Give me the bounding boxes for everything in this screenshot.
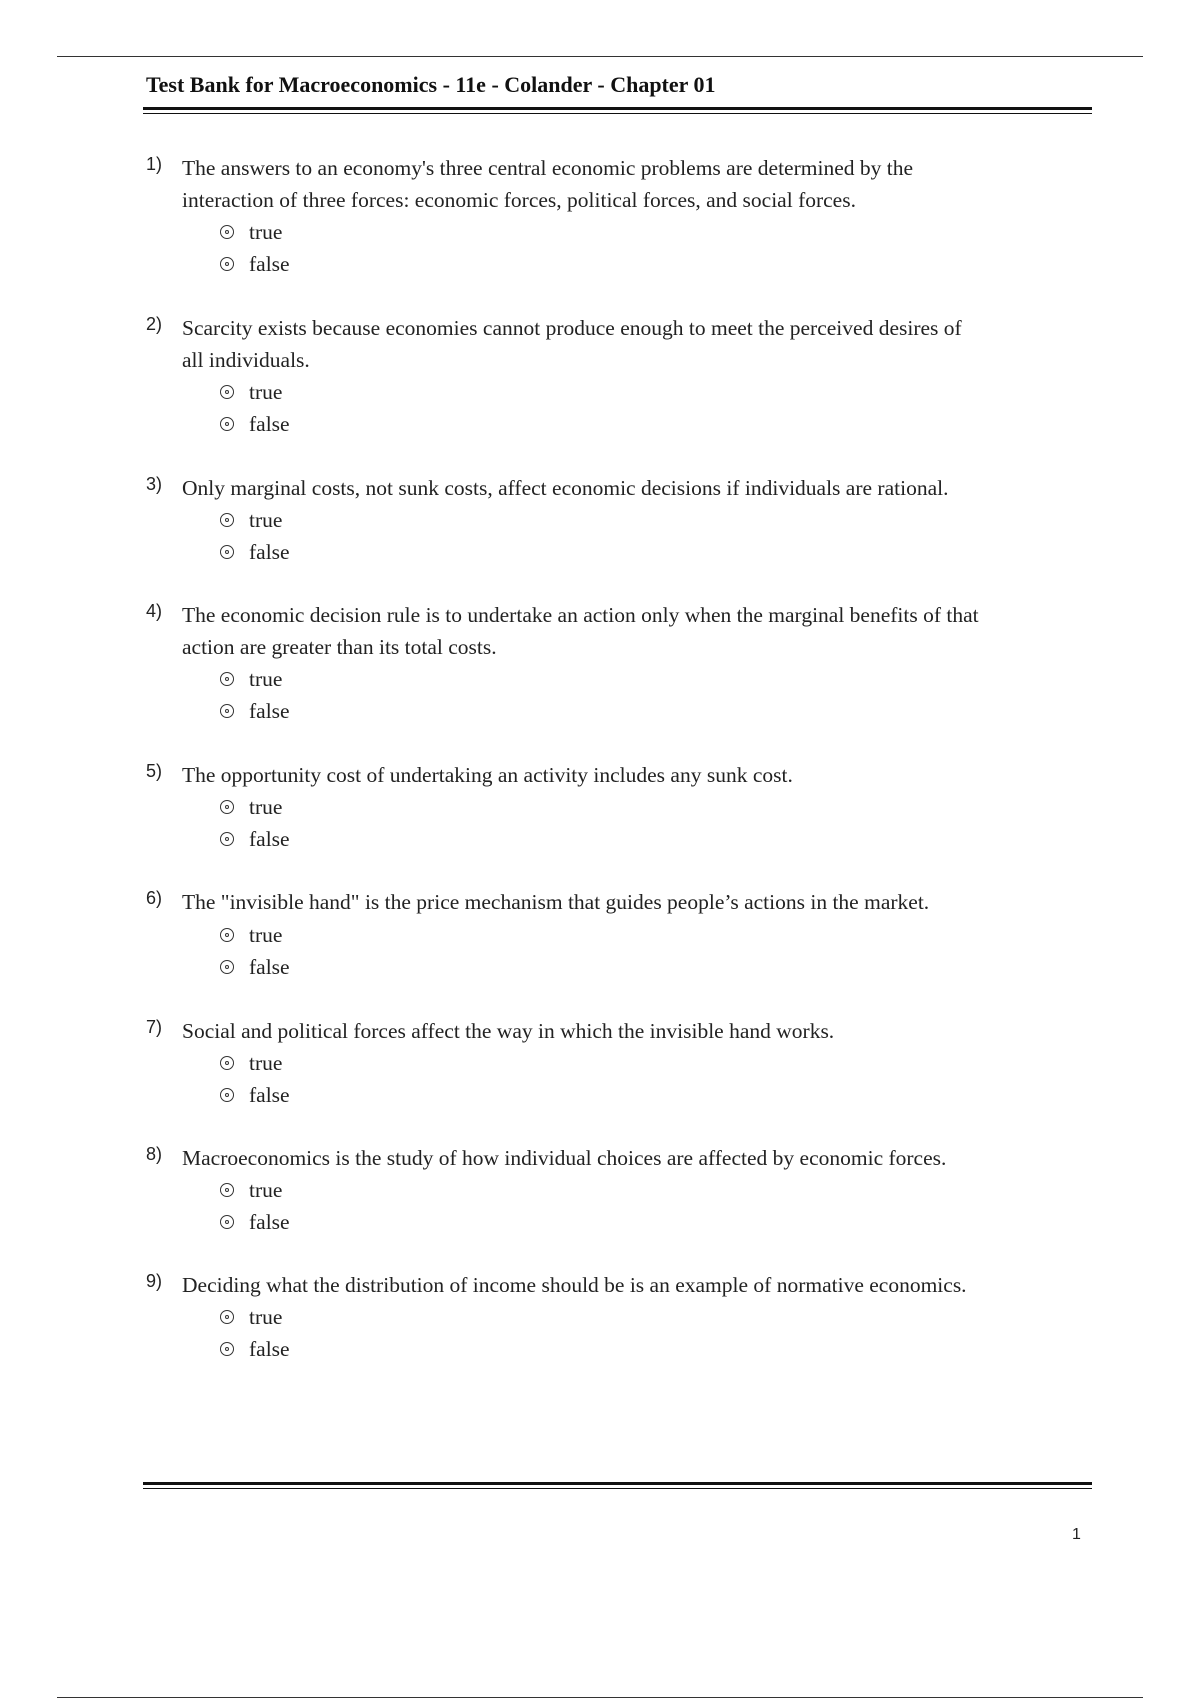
answer-options [220, 216, 620, 280]
option-true[interactable] [220, 1047, 620, 1079]
page-number: 1 [1072, 1526, 1081, 1543]
option-false[interactable] [220, 248, 620, 280]
header-double-rule [143, 107, 1092, 117]
page-top-border [57, 56, 1143, 57]
radio-button-icon[interactable] [220, 385, 234, 399]
radio-button-icon[interactable] [220, 960, 234, 974]
radio-button-icon[interactable] [220, 1183, 234, 1197]
question-text-line: The opportunity cost of undertaking an activity includes any sunk cost. [182, 763, 793, 787]
radio-button-icon[interactable] [220, 1056, 234, 1070]
option-false[interactable] [220, 951, 620, 983]
option-label: true [249, 1177, 283, 1202]
question-text [182, 1142, 1082, 1174]
answer-options [220, 1174, 620, 1238]
answer-options [220, 1047, 620, 1111]
question-text-line: Only marginal costs, not sunk costs, affect economic decisions if individuals are rational. [182, 476, 949, 500]
question-text-line: The "invisible hand" is the price mechanism that guides people’s actions in the market. [182, 890, 930, 914]
option-label: false [249, 954, 290, 979]
option-label: true [249, 1050, 283, 1075]
question-text-line: The economic decision rule is to undertake an action only when the marginal benefits of that [182, 603, 979, 627]
radio-button-icon[interactable] [220, 417, 234, 431]
question-text-line: all individuals. [182, 348, 310, 372]
option-false[interactable] [220, 695, 620, 727]
option-true[interactable] [220, 216, 620, 248]
radio-button-icon[interactable] [220, 1310, 234, 1324]
radio-button-icon[interactable] [220, 1342, 234, 1356]
option-label: false [249, 1082, 290, 1107]
question-text [182, 759, 1082, 791]
document-title: Test Bank for Macroeconomics - 11e - Colander - Chapter 01 [146, 72, 716, 97]
option-true[interactable] [220, 504, 620, 536]
answer-options [220, 663, 620, 727]
radio-button-icon[interactable] [220, 257, 234, 271]
option-label: true [249, 666, 283, 691]
question-text-line: Deciding what the distribution of income should be is an example of normative economics. [182, 1273, 967, 1297]
option-true[interactable] [220, 1301, 620, 1333]
option-false[interactable] [220, 1079, 620, 1111]
question-text [182, 472, 1082, 504]
option-false[interactable] [220, 1333, 620, 1365]
option-true[interactable] [220, 1174, 620, 1206]
radio-button-icon[interactable] [220, 513, 234, 527]
radio-button-icon[interactable] [220, 1215, 234, 1229]
option-false[interactable] [220, 536, 620, 568]
question-number: 8) [146, 1144, 163, 1164]
question-text [182, 312, 1082, 376]
question-text-line: Social and political forces affect the way in which the invisible hand works. [182, 1019, 835, 1043]
question-number: 2) [146, 314, 163, 334]
answer-options [220, 1301, 620, 1365]
question-number: 4) [146, 601, 163, 621]
option-label: false [249, 826, 290, 851]
radio-button-icon[interactable] [220, 545, 234, 559]
radio-button-icon[interactable] [220, 800, 234, 814]
option-false[interactable] [220, 408, 620, 440]
page-bottom-border [57, 1697, 1143, 1698]
answer-options [220, 504, 620, 568]
option-false[interactable] [220, 1206, 620, 1238]
radio-button-icon[interactable] [220, 928, 234, 942]
option-label: true [249, 219, 283, 244]
option-label: false [249, 539, 290, 564]
radio-button-icon[interactable] [220, 704, 234, 718]
option-label: false [249, 698, 290, 723]
option-label: false [249, 411, 290, 436]
question-text-line: The answers to an economy's three central economic problems are determined by the [182, 156, 914, 180]
radio-button-icon[interactable] [220, 832, 234, 846]
option-label: true [249, 379, 283, 404]
question-text [182, 1269, 1082, 1301]
option-label: true [249, 922, 283, 947]
radio-button-icon[interactable] [220, 1088, 234, 1102]
option-label: true [249, 794, 283, 819]
question-text-line: interaction of three forces: economic forces, political forces, and social forces. [182, 188, 856, 212]
option-label: false [249, 1336, 290, 1361]
question-text [182, 886, 1082, 918]
option-true[interactable] [220, 919, 620, 951]
question-number: 3) [146, 474, 163, 494]
option-false[interactable] [220, 823, 620, 855]
option-label: true [249, 507, 283, 532]
answer-options [220, 919, 620, 983]
question-text-line: Scarcity exists because economies cannot produce enough to meet the perceived desires of [182, 316, 962, 340]
question-number: 9) [146, 1271, 163, 1291]
answer-options [220, 791, 620, 855]
option-true[interactable] [220, 663, 620, 695]
question-number: 7) [146, 1017, 163, 1037]
option-label: true [249, 1304, 283, 1329]
question-number: 1) [146, 154, 163, 174]
option-label: false [249, 251, 290, 276]
footer-double-rule [143, 1482, 1092, 1492]
question-text [182, 599, 1082, 663]
option-true[interactable] [220, 376, 620, 408]
answer-options [220, 376, 620, 440]
question-text-line: Macroeconomics is the study of how individual choices are affected by economic forces. [182, 1146, 947, 1170]
question-number: 6) [146, 888, 163, 908]
question-number: 5) [146, 761, 163, 781]
question-text [182, 152, 1082, 216]
question-text-line: action are greater than its total costs. [182, 635, 497, 659]
option-label: false [249, 1209, 290, 1234]
radio-button-icon[interactable] [220, 225, 234, 239]
option-true[interactable] [220, 791, 620, 823]
radio-button-icon[interactable] [220, 672, 234, 686]
question-text [182, 1015, 1082, 1047]
